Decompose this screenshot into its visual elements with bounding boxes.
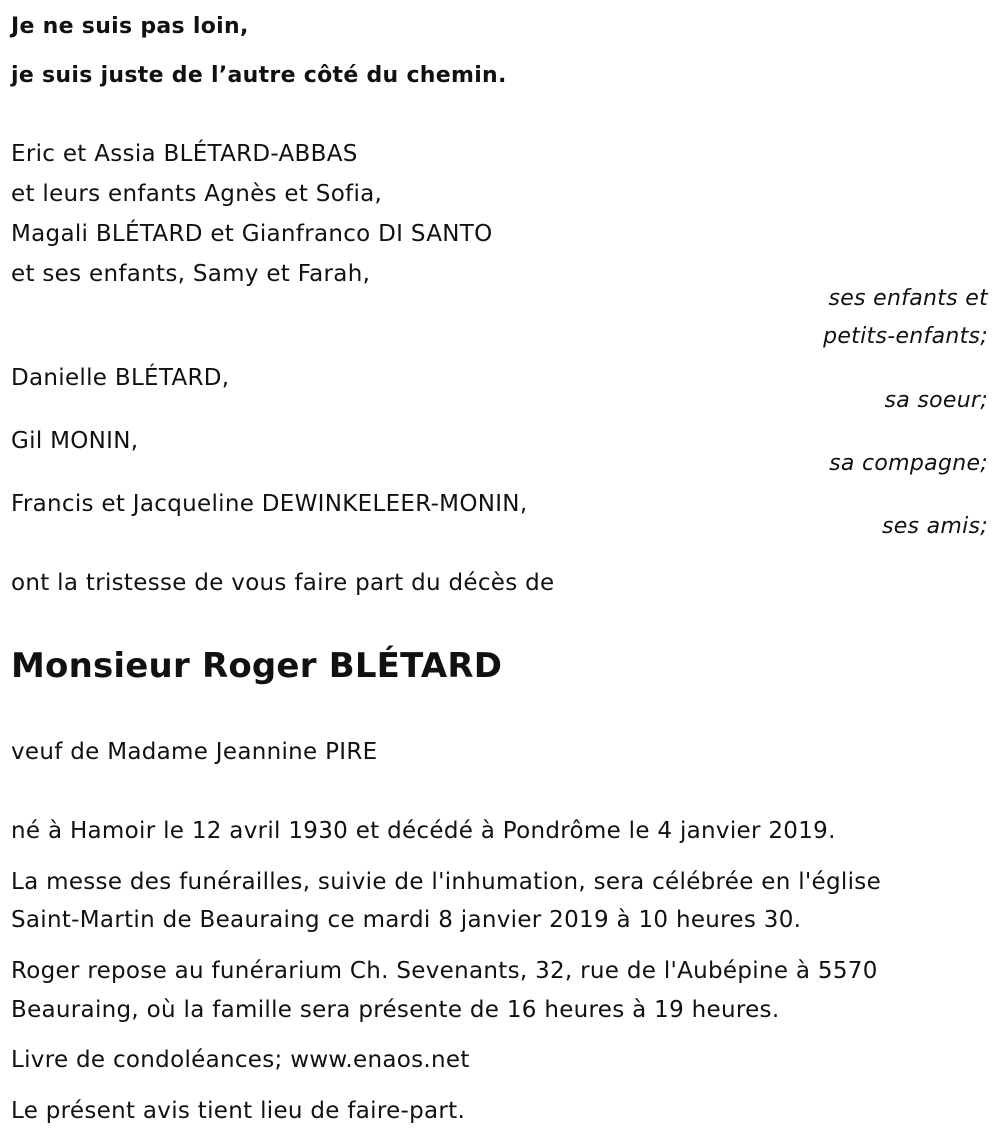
- widower-line: veuf de Madame Jeannine PIRE: [11, 739, 378, 765]
- epigraph-line-2: je suis juste de l’autre côté du chemin.: [11, 63, 507, 88]
- announcement: ont la tristesse de vous faire part du décès de: [11, 570, 555, 596]
- birth-death-line: né à Hamoir le 12 avril 1930 et décédé à Pondrôme le 4 janvier 2019.: [11, 818, 836, 844]
- family-line: Magali BLÉTARD et Gianfranco DI SANTO: [11, 221, 493, 247]
- sister-name: Danielle BLÉTARD,: [11, 365, 230, 391]
- family-line: Eric et Assia BLÉTARD-ABBAS: [11, 141, 358, 167]
- condolences-line: Livre de condoléances; www.enaos.net: [11, 1047, 470, 1073]
- companion-name: Gil MONIN,: [11, 428, 139, 454]
- family-line: et ses enfants, Samy et Farah,: [11, 261, 371, 287]
- relation-children: ses enfants et: [828, 286, 988, 311]
- relation-companion: sa compagne;: [829, 451, 988, 476]
- notice-line: Le présent avis tient lieu de faire-part.: [11, 1098, 466, 1124]
- relation-grandchildren: petits-enfants;: [823, 324, 988, 349]
- rest-line: Roger repose au funérarium Ch. Sevenants, 32, rue de l'Aubépine à 5570: [11, 958, 878, 984]
- relation-friends: ses amis;: [881, 514, 988, 539]
- friends-name: Francis et Jacqueline DEWINKELEER-MONIN,: [11, 491, 528, 517]
- deceased-name: Monsieur Roger BLÉTARD: [11, 646, 503, 686]
- rest-line: Beauraing, où la famille sera présente de 16 heures à 19 heures.: [11, 997, 780, 1023]
- relation-sister: sa soeur;: [884, 388, 988, 413]
- funeral-line: Saint-Martin de Beauraing ce mardi 8 janvier 2019 à 10 heures 30.: [11, 907, 802, 933]
- family-line: et leurs enfants Agnès et Sofia,: [11, 181, 383, 207]
- funeral-line: La messe des funérailles, suivie de l'inhumation, sera célébrée en l'église: [11, 869, 882, 895]
- epigraph-line-1: Je ne suis pas loin,: [11, 14, 249, 39]
